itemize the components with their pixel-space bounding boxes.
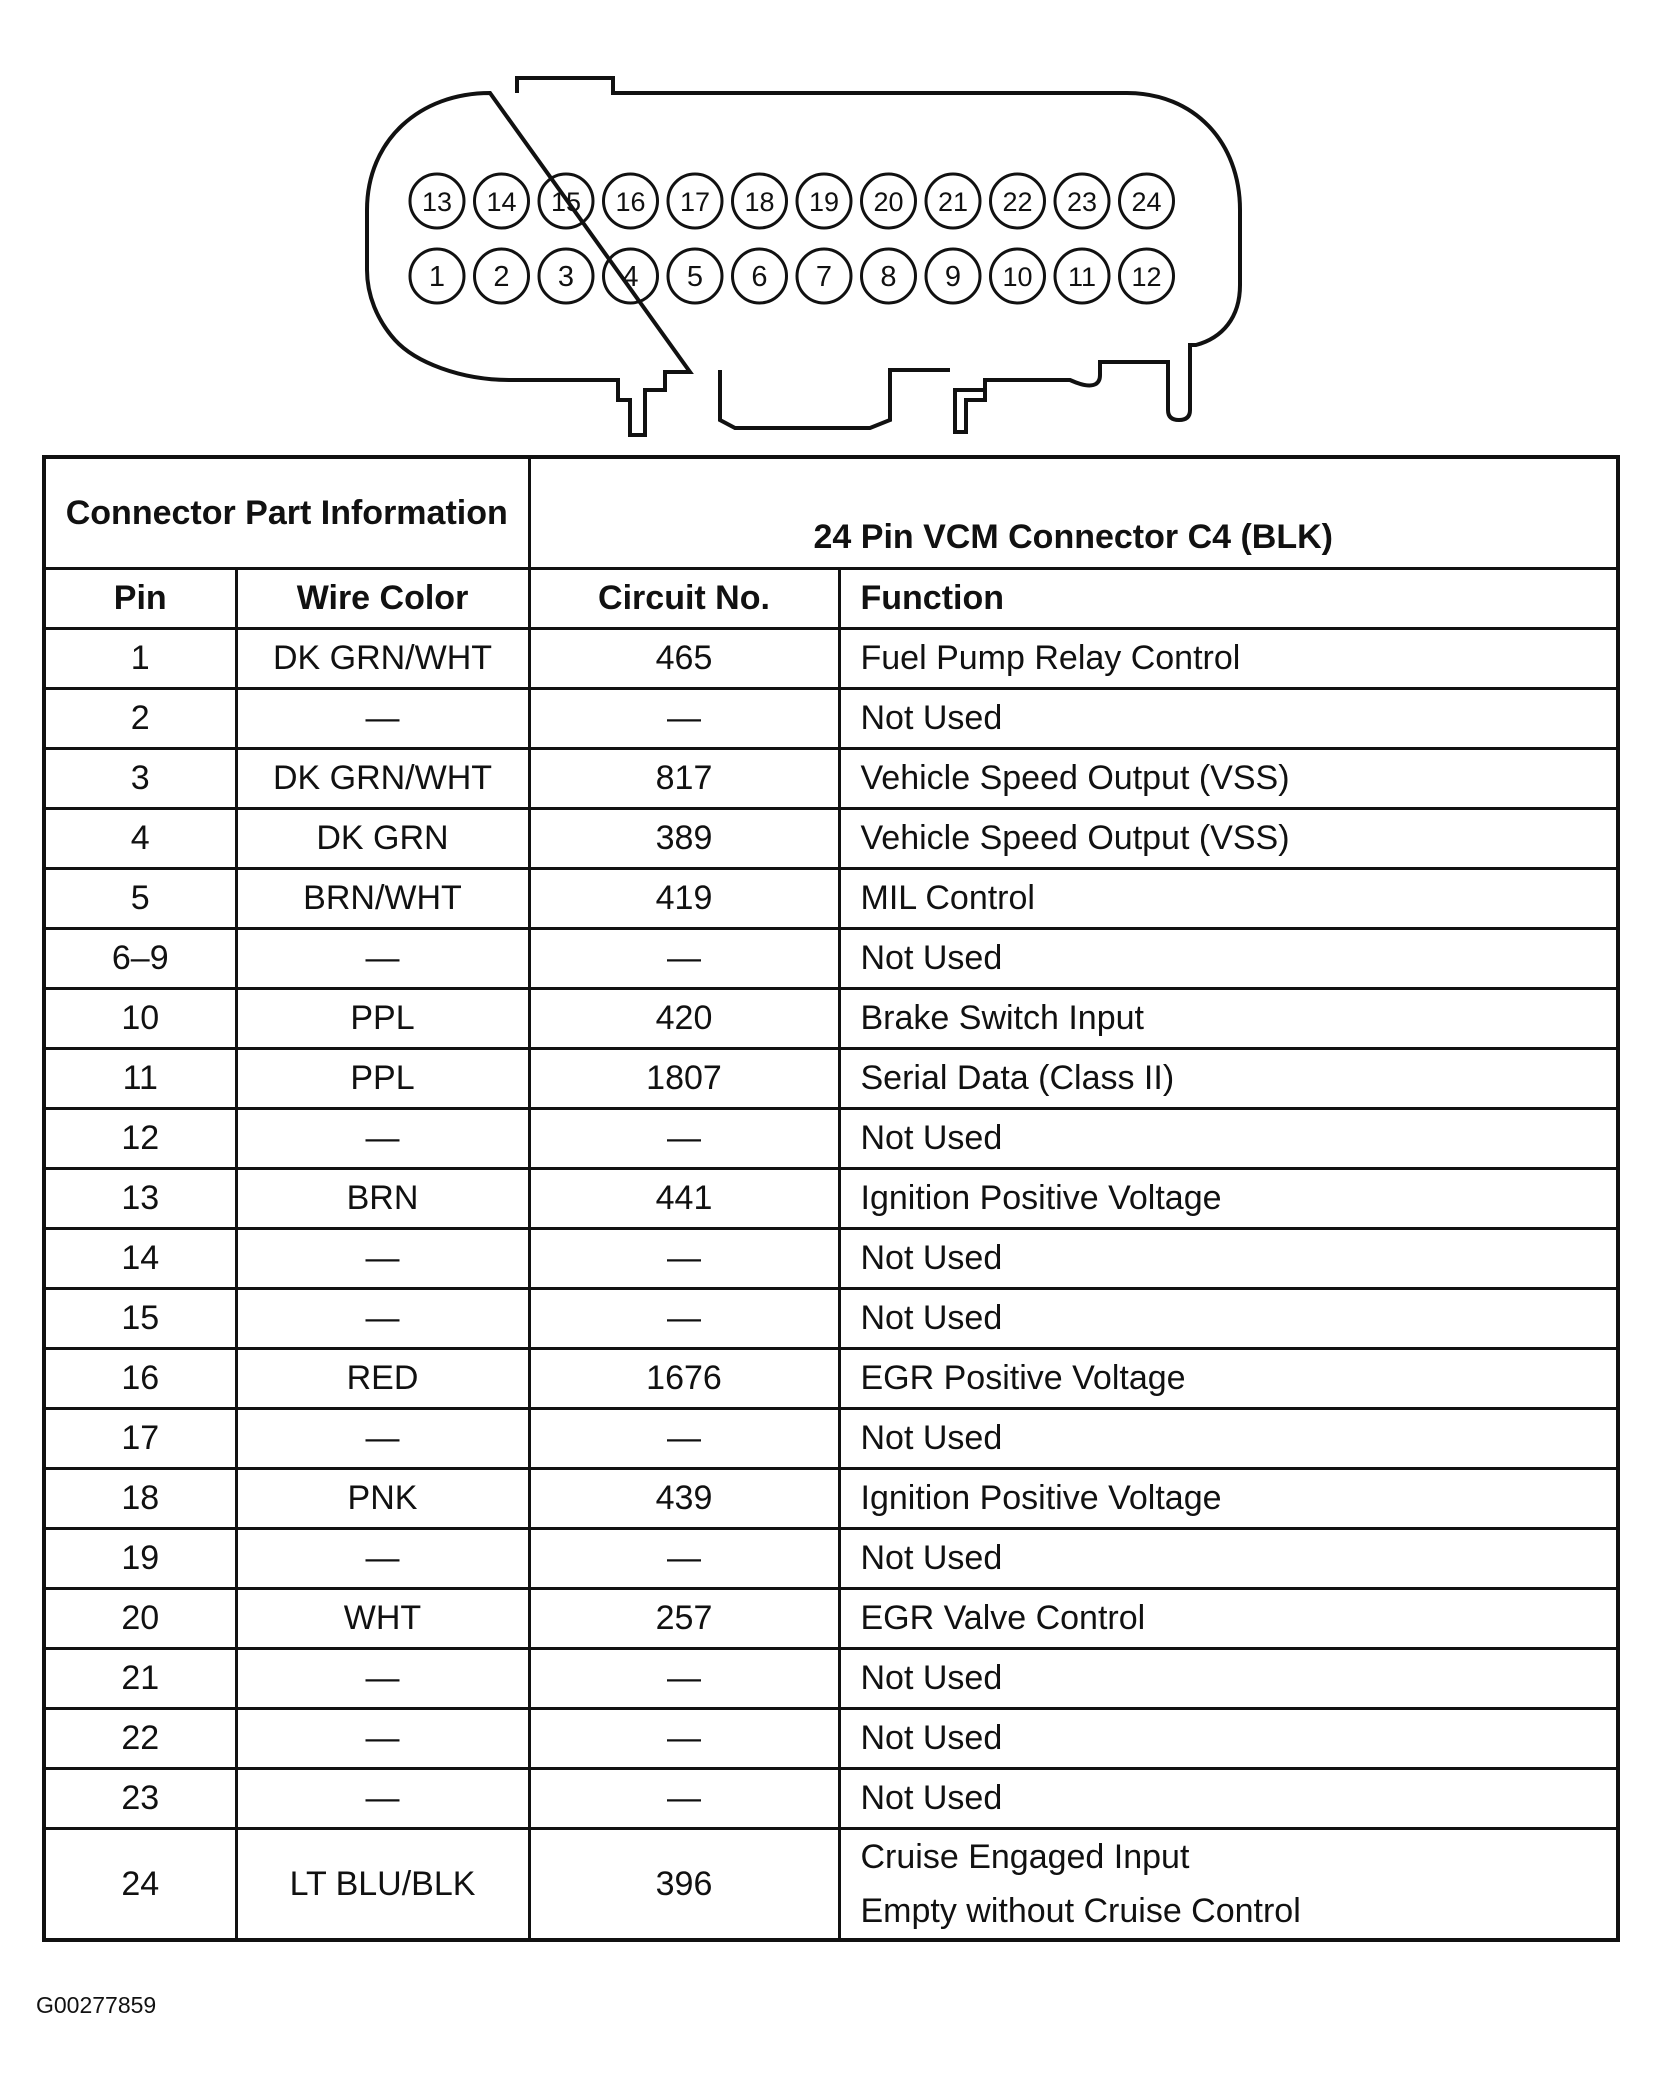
pin-10: [991, 249, 1045, 303]
table-row: [44, 1289, 1618, 1349]
pin-15: [539, 174, 593, 228]
pin-cell: 6–9: [44, 929, 236, 989]
pin-18: [733, 174, 787, 228]
pin-label: 17: [679, 187, 711, 217]
pin-11: [1055, 249, 1109, 303]
pin-24: [1120, 174, 1174, 228]
pin-5: [668, 249, 722, 303]
top-pin-row: [410, 174, 1174, 228]
circuit-cell: 441: [529, 1169, 839, 1229]
pin-cell: 20: [44, 1589, 236, 1649]
connector-title: 24 Pin VCM Connector C4 (BLK): [529, 457, 1618, 569]
table-row: [44, 1709, 1618, 1769]
table-row: [44, 989, 1618, 1049]
pin-14: [475, 174, 529, 228]
pin-label: 13: [421, 187, 453, 217]
pin-6: [733, 249, 787, 303]
figure-id: G00277859: [36, 1992, 157, 2018]
circuit-cell: 419: [529, 869, 839, 929]
wire-color-cell: LT BLU/BLK: [236, 1829, 529, 1941]
table-row: [44, 1169, 1618, 1229]
connector-pin-table: [42, 455, 1620, 1942]
function-cell: EGR Positive Voltage: [839, 1349, 1618, 1409]
circuit-cell: 465: [529, 629, 839, 689]
table-row: [44, 1589, 1618, 1649]
function-cell: Not Used: [839, 1649, 1618, 1709]
wire-color-cell: —: [236, 689, 529, 749]
pin-label: 23: [1066, 187, 1098, 217]
pin-17: [668, 174, 722, 228]
table-row: [44, 1469, 1618, 1529]
wire-color-cell: —: [236, 1649, 529, 1709]
pin-2: [475, 249, 529, 303]
pin-3: [539, 249, 593, 303]
function-cell: Not Used: [839, 1769, 1618, 1829]
table-row: [44, 1109, 1618, 1169]
pin-label: 9: [944, 261, 962, 293]
wire-color-cell: —: [236, 1769, 529, 1829]
wire-color-cell: —: [236, 1229, 529, 1289]
circuit-cell: 420: [529, 989, 839, 1049]
pin-label: 7: [815, 261, 833, 293]
pin-4: [604, 249, 658, 303]
function-cell: [839, 1829, 1618, 1941]
table-row: [44, 1349, 1618, 1409]
table-row: [44, 869, 1618, 929]
function-line-2: Empty without Cruise Control: [860, 1892, 1301, 1930]
wire-color-cell: BRN/WHT: [236, 869, 529, 929]
pin-12: [1120, 249, 1174, 303]
table-row: [44, 1409, 1618, 1469]
function-cell: Not Used: [839, 1289, 1618, 1349]
pin-cell: 10: [44, 989, 236, 1049]
pin-cell: 17: [44, 1409, 236, 1469]
wire-color-cell: —: [236, 1529, 529, 1589]
circuit-cell: —: [529, 1529, 839, 1589]
circuit-cell: 439: [529, 1469, 839, 1529]
pin-16: [604, 174, 658, 228]
circuit-cell: —: [529, 1229, 839, 1289]
function-cell: Vehicle Speed Output (VSS): [839, 749, 1618, 809]
pin-cell: 12: [44, 1109, 236, 1169]
pin-cell: 23: [44, 1769, 236, 1829]
function-line-1: Cruise Engaged Input: [860, 1838, 1190, 1876]
table-row: [44, 1529, 1618, 1589]
wire-color-cell: —: [236, 1289, 529, 1349]
table-row: [44, 1829, 1618, 1941]
pin-cell: 2: [44, 689, 236, 749]
function-cell: Not Used: [839, 1109, 1618, 1169]
pin-label: 2: [493, 261, 510, 293]
pin-cell: 11: [44, 1049, 236, 1109]
table-row: [44, 929, 1618, 989]
function-cell: Not Used: [839, 1529, 1618, 1589]
col-header-function: Function: [839, 569, 1618, 629]
function-cell: Not Used: [839, 1229, 1618, 1289]
circuit-cell: 389: [529, 809, 839, 869]
function-cell: Not Used: [839, 1709, 1618, 1769]
pin-label: 14: [486, 187, 517, 217]
pin-label: 19: [808, 187, 840, 217]
wire-color-cell: BRN: [236, 1169, 529, 1229]
pin-label: 20: [873, 187, 904, 217]
circuit-cell: —: [529, 1289, 839, 1349]
pin-cell: 4: [44, 809, 236, 869]
pin-cell: 13: [44, 1169, 236, 1229]
pin-cell: 21: [44, 1649, 236, 1709]
table-row: [44, 1649, 1618, 1709]
table-row: [44, 689, 1618, 749]
col-header-pin: Pin: [44, 569, 236, 629]
pin-label: 6: [751, 261, 768, 293]
wire-color-cell: —: [236, 1109, 529, 1169]
circuit-cell: —: [529, 1109, 839, 1169]
pin-21: [926, 174, 980, 228]
wire-color-cell: PPL: [236, 989, 529, 1049]
pin-20: [862, 174, 916, 228]
pin-label: 11: [1067, 262, 1097, 292]
circuit-cell: —: [529, 1649, 839, 1709]
pin-label: 22: [1002, 187, 1033, 217]
table-row: [44, 629, 1618, 689]
pin-label: 15: [550, 187, 582, 217]
wire-color-cell: DK GRN/WHT: [236, 749, 529, 809]
wire-color-cell: —: [236, 1709, 529, 1769]
bottom-pin-row: [410, 249, 1174, 303]
pin-8: [862, 249, 916, 303]
pin-label: 21: [937, 187, 969, 217]
circuit-cell: —: [529, 1709, 839, 1769]
circuit-cell: 257: [529, 1589, 839, 1649]
pin-label: 4: [622, 261, 639, 293]
circuit-cell: 396: [529, 1829, 839, 1941]
function-cell: EGR Valve Control: [839, 1589, 1618, 1649]
function-cell: Ignition Positive Voltage: [839, 1469, 1618, 1529]
wire-color-cell: —: [236, 929, 529, 989]
pin-label: 5: [686, 261, 704, 293]
pin-label: 3: [557, 261, 575, 293]
pin-13: [410, 174, 464, 228]
pin-label: 16: [615, 187, 646, 217]
circuit-cell: 817: [529, 749, 839, 809]
pin-cell: 18: [44, 1469, 236, 1529]
function-cell: Serial Data (Class II): [839, 1049, 1618, 1109]
circuit-cell: 1807: [529, 1049, 839, 1109]
table-column-header: [44, 569, 1618, 629]
pin-7: [797, 249, 851, 303]
table-row: [44, 1229, 1618, 1289]
pin-label: 8: [880, 261, 897, 293]
pin-label: 1: [428, 261, 446, 293]
col-header-wire-color: Wire Color: [236, 569, 529, 629]
table-group-header: [44, 457, 1618, 569]
pin-cell: 16: [44, 1349, 236, 1409]
pin-1: [410, 249, 464, 303]
wire-color-cell: DK GRN: [236, 809, 529, 869]
function-cell: Fuel Pump Relay Control: [839, 629, 1618, 689]
circuit-cell: —: [529, 689, 839, 749]
circuit-cell: —: [529, 929, 839, 989]
wire-color-cell: DK GRN/WHT: [236, 629, 529, 689]
function-cell: Vehicle Speed Output (VSS): [839, 809, 1618, 869]
pin-cell: 3: [44, 749, 236, 809]
pin-cell: 15: [44, 1289, 236, 1349]
circuit-cell: 1676: [529, 1349, 839, 1409]
function-cell: Not Used: [839, 1409, 1618, 1469]
table-row: [44, 1769, 1618, 1829]
pin-cell: 24: [44, 1829, 236, 1941]
wire-color-cell: PPL: [236, 1049, 529, 1109]
pin-9: [926, 249, 980, 303]
pin-22: [991, 174, 1045, 228]
pin-label: 24: [1131, 187, 1162, 217]
pin-cell: 22: [44, 1709, 236, 1769]
function-cell: Not Used: [839, 929, 1618, 989]
pin-cell: 1: [44, 629, 236, 689]
table-row: [44, 749, 1618, 809]
connector-diagram: [0, 0, 1660, 450]
pin-label: 12: [1131, 262, 1162, 292]
wire-color-cell: —: [236, 1409, 529, 1469]
table-row: [44, 1049, 1618, 1109]
pin-cell: 5: [44, 869, 236, 929]
function-cell: MIL Control: [839, 869, 1618, 929]
connector-part-info-header: Connector Part Information: [44, 457, 529, 569]
col-header-circuit-no: Circuit No.: [529, 569, 839, 629]
circuit-cell: —: [529, 1769, 839, 1829]
pin-label: 18: [744, 187, 775, 217]
pin-cell: 14: [44, 1229, 236, 1289]
table-row: [44, 809, 1618, 869]
wire-color-cell: PNK: [236, 1469, 529, 1529]
circuit-cell: —: [529, 1409, 839, 1469]
pin-label: 10: [1002, 262, 1033, 292]
wire-color-cell: WHT: [236, 1589, 529, 1649]
function-cell: Ignition Positive Voltage: [839, 1169, 1618, 1229]
wire-color-cell: RED: [236, 1349, 529, 1409]
pin-cell: 19: [44, 1529, 236, 1589]
pin-19: [797, 174, 851, 228]
function-cell: Not Used: [839, 689, 1618, 749]
function-cell: Brake Switch Input: [839, 989, 1618, 1049]
pin-23: [1055, 174, 1109, 228]
